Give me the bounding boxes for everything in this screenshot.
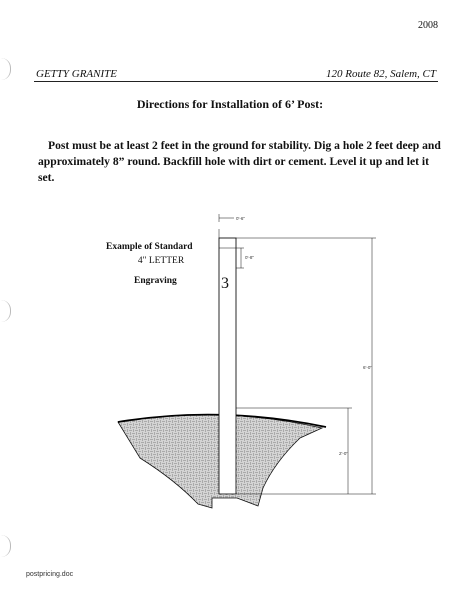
total-height-dimension: 6'-0" [363, 365, 372, 370]
buried-depth-dimension: 2'-0" [339, 451, 348, 456]
company-address: 120 Route 82, Salem, CT [326, 68, 436, 80]
company-name: GETTY GRANITE [36, 68, 117, 80]
engraved-digit: 3 [221, 275, 229, 292]
page-title: Directions for Installation of 6’ Post: [136, 97, 324, 111]
example-line-1: Example of Standard [106, 242, 193, 252]
example-line-2: 4" LETTER [137, 256, 185, 266]
year: 2008 [418, 20, 438, 31]
file-name: postpricing.doc [26, 571, 74, 578]
example-line-3: Engraving [134, 276, 177, 286]
installation-instructions: Post must be at least 2 feet in the ground for stability. Dig a hole 2 feet deep and approximately 8” round. Backfill hole with dirt or cement. Level it up and let it set. [38, 139, 441, 184]
width-dimension: 0'-6" [236, 216, 245, 221]
top-offset-dimension: 0'-8" [245, 255, 254, 260]
